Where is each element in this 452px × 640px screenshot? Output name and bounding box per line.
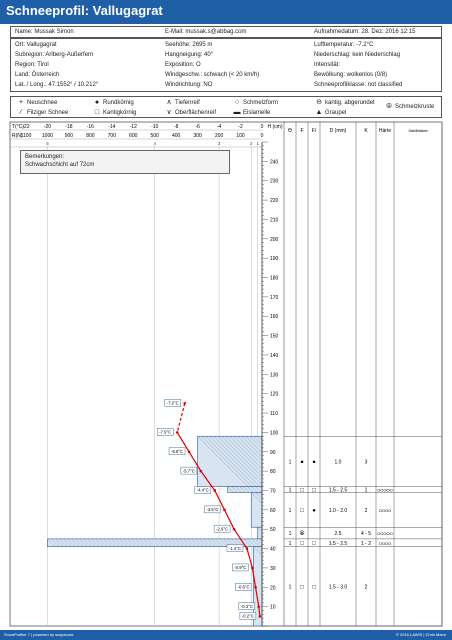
temp-tick-label: -8 — [173, 124, 179, 130]
hardness-index-label: 5 — [46, 141, 49, 146]
temperature-point — [223, 509, 226, 512]
height-tick-label: 140 — [270, 352, 279, 359]
melt-crust-icon: ⦾ — [386, 103, 392, 110]
layer-haerte: OOOO — [378, 540, 392, 546]
layer-grain-size: 1.0 - 2.0 — [328, 507, 348, 514]
remarks-box — [20, 150, 230, 174]
height-tick-label: 240 — [270, 159, 279, 166]
legend-rundkoernig: ● Rundkörnig — [91, 99, 134, 107]
temp-tick-label: -2 — [238, 124, 243, 130]
temp-tick-label: -10 — [151, 124, 159, 130]
temperature-point — [188, 450, 191, 453]
footer-left-text: SnowProfiler 7 | powered by snapscore — [4, 632, 74, 637]
height-tick-label: 190 — [270, 256, 279, 263]
temp-tick-label: -20 — [43, 124, 52, 130]
melt-form-icon: ○ — [234, 99, 240, 106]
table-header: D (mm) — [329, 128, 347, 134]
temperature-label: -7.2°C — [166, 400, 179, 406]
height-tick-label: 90 — [270, 449, 276, 456]
layer-theta: 1 — [288, 540, 292, 547]
legend-eislamelle: ▬ Eislamelle — [231, 109, 270, 117]
info-intensitaet: Intensität: — [314, 62, 341, 68]
temperature-label: -1.4°C — [229, 545, 241, 551]
footer-bar — [0, 630, 452, 640]
info-windgeschw: Windgeschw.: schwach (< 20 km/h) — [165, 72, 260, 78]
layer-k: 2 — [364, 584, 368, 591]
layer-theta: 1 — [288, 487, 292, 494]
info-lufttemperatur: Lufttemperatur: -7.2°C — [314, 42, 374, 48]
height-tick-label: 120 — [270, 391, 279, 398]
footer-right-text: © 2016 LAWIS | Chris Mann — [395, 632, 446, 637]
height-tick-label: 20 — [270, 585, 276, 592]
hardness-tick-label: 200 — [214, 133, 224, 139]
height-tick-label: 110 — [270, 411, 278, 418]
layer-grain-form: ● — [300, 459, 304, 466]
table-header: F — [300, 128, 304, 134]
table-header: K — [364, 128, 368, 134]
height-tick-label: 70 — [270, 488, 276, 495]
height-tick-label: 60 — [270, 507, 276, 514]
temp-tick-label: -18 — [65, 124, 73, 130]
page-title: Schneeprofil: Vallugagrat — [6, 3, 163, 18]
new-snow-icon: + — [18, 99, 24, 106]
layer-grain-form: □ — [300, 507, 304, 514]
temperature-point — [233, 528, 236, 531]
height-tick-label: 30 — [270, 565, 276, 572]
temperature-line-segment — [177, 403, 185, 432]
table-header: F/ — [311, 128, 317, 134]
layer-grain-form-secondary: □ — [312, 487, 316, 494]
temp-tick-label: -6 — [195, 124, 200, 130]
table-header: Stabilitätstest — [408, 129, 428, 133]
temperature-point — [254, 586, 257, 589]
height-tick-label: 80 — [270, 469, 276, 476]
observer-name: Name: Mussak Simon — [15, 29, 74, 35]
layer-theta: 1 — [288, 507, 292, 514]
info-niederschlag: Niederschlag: kein Niederschlag — [314, 52, 401, 58]
hardness-tick-label: 500 — [150, 133, 159, 139]
observation-date: Aufnahmedatum: 28. Dez. 2016 12:15 — [314, 29, 416, 35]
surface-hoar-icon: ∨ — [166, 109, 172, 116]
temperature-point — [246, 547, 249, 550]
temp-tick-label: 0 — [260, 124, 264, 130]
layer-grain-size: 2.5 — [334, 531, 342, 538]
temperature-label: -0.3°C — [240, 603, 253, 609]
hardness-index-label: 1 — [256, 141, 259, 146]
temperature-label: -3.5°C — [206, 507, 219, 513]
graupel-icon: ▲ — [315, 109, 323, 116]
temperature-point — [183, 402, 186, 405]
info-exposition: Exposition: O — [165, 62, 201, 68]
height-tick-label: 210 — [270, 217, 279, 224]
depth-hoar-icon: ∧ — [166, 99, 172, 106]
height-tick-label: 10 — [270, 604, 276, 611]
temperature-label: -2.6°C — [216, 526, 229, 532]
legend-tiefenreif: ∧ Tiefenreif — [163, 99, 200, 107]
temperature-label: -0.9°C — [234, 565, 247, 571]
hardness-axis-label: R(N) — [12, 133, 23, 139]
layer-theta: 1 — [288, 531, 292, 538]
layer-grain-form: ⦾ — [299, 531, 305, 538]
chart-frame — [10, 122, 442, 626]
temperature-point — [200, 470, 203, 473]
rounded-grains-icon: ● — [94, 99, 100, 106]
temperature-point — [251, 567, 254, 570]
layer-k: 4 - 5 — [360, 531, 372, 538]
temperature-point — [176, 431, 179, 434]
layer-k: 3 — [364, 459, 368, 466]
temperature-label: -4.4°C — [196, 487, 209, 493]
hardness-tick-label: 400 — [172, 133, 181, 139]
hardness-tick-label: 1100 — [20, 133, 32, 139]
hardness-layer-rect — [258, 527, 262, 539]
height-tick-label: 170 — [270, 294, 279, 301]
layer-haerte: OOOOO — [377, 531, 393, 537]
legend-kantigkoernig: □ Kantigkörnig — [91, 109, 136, 117]
ice-layer-icon: ▬ — [233, 109, 241, 116]
info-hangneigung: Hangneigung: 40° — [165, 52, 214, 58]
layer-grain-size: 1.5 - 2.5 — [328, 487, 348, 494]
table-header: Θ — [288, 128, 292, 134]
legend-filziger-schnee: ⁄ Filziger Schnee — [15, 109, 68, 117]
info-ort: Ort: Vallugagrat — [15, 42, 57, 48]
legend-schmelzform: ○ Schmelzform — [231, 99, 278, 107]
temperature-point — [214, 489, 217, 492]
decomposing-snow-icon: ⁄ — [20, 109, 22, 116]
height-tick-label: 230 — [270, 178, 279, 185]
hardness-tick-label: 700 — [107, 133, 116, 139]
legend-neuschnee: + Neuschnee — [15, 99, 57, 107]
layer-grain-form-secondary: ● — [312, 507, 316, 514]
info-land: Land: Österreich — [15, 72, 60, 78]
layer-k: 1 - 2 — [360, 540, 372, 547]
layer-k: 2 — [364, 507, 368, 514]
remarks-title: Bemerkungen: — [25, 154, 65, 160]
temperature-label: -6.8°C — [171, 448, 184, 454]
temperature-label: -0.6°C — [237, 584, 250, 590]
info-region: Region: Tirol — [15, 62, 49, 68]
legend-oberflaechenreif: ∨ Oberflächenreif — [163, 109, 216, 117]
rounding-faceted-icon: ⊖ — [316, 99, 322, 106]
temp-tick-label: -4 — [216, 124, 222, 130]
height-tick-label: 100 — [270, 430, 279, 437]
hardness-tick-label: 300 — [193, 133, 202, 139]
layer-theta: 1 — [288, 459, 292, 466]
info-profilklasse: Schneeprofilklasse: not classified — [314, 82, 403, 88]
temperature-label: -5.7°C — [182, 468, 195, 474]
observer-email[interactable]: E-Mail: mussak.s@abbag.com — [165, 29, 247, 35]
layer-grain-form-secondary: ● — [312, 459, 316, 466]
legend-schmelzkruste: ⦾ Schmelzkruste — [383, 103, 434, 111]
temperature-label: -0.2°C — [241, 613, 254, 619]
legend-graupel: ▲ Graupel — [313, 109, 346, 117]
hardness-tick-label: 1000 — [41, 133, 54, 139]
temp-tick-label: -22 — [22, 124, 30, 130]
temp-tick-label: -16 — [86, 124, 94, 130]
layer-haerte: OOOOO — [377, 487, 393, 493]
hardness-tick-label: 0 — [260, 133, 264, 139]
info-bewoelkung: Bewölkung: wolkenlos (0/8) — [314, 72, 388, 78]
layer-grain-size: 1.0 — [334, 459, 342, 466]
hardness-index-label: 3 — [217, 141, 221, 146]
layer-grain-form: □ — [300, 584, 304, 591]
temp-tick-label: -12 — [129, 124, 137, 130]
height-axis-label: H (cm) — [267, 124, 283, 130]
height-tick-label: 180 — [270, 275, 279, 282]
hardness-tick-label: 600 — [129, 133, 138, 139]
layer-haerte: OOOO — [378, 507, 392, 513]
layer-grain-form-secondary: □ — [312, 584, 316, 591]
info-subregion: Subregion: Arlberg-Außerfern — [15, 52, 94, 58]
hardness-tick-label: 900 — [64, 133, 74, 139]
layer-grain-form: □ — [300, 540, 304, 547]
height-tick-label: 160 — [270, 314, 279, 321]
temperature-label: -7.9°C — [159, 429, 172, 435]
layer-grain-form: □ — [300, 487, 304, 494]
info-windrichtung: Windrichtung: NO — [165, 82, 213, 88]
height-tick-label: 40 — [270, 546, 276, 553]
layer-grain-size: 1.5 - 2.5 — [328, 540, 348, 547]
layer-grain-size: 1.5 - 3.0 — [328, 584, 348, 591]
remarks-text: Schwachschicht auf 72cm — [25, 162, 95, 168]
table-header: Härte — [378, 128, 392, 134]
info-seehoehe: Seehöhe: 2695 m — [165, 42, 213, 48]
layer-theta: 1 — [288, 584, 292, 591]
legend-kantig-abgerundet: ⊖ kantig, abgerundet — [313, 99, 375, 107]
hardness-tick-label: 100 — [236, 133, 245, 139]
temp-tick-label: -14 — [108, 124, 116, 130]
hardness-index-label: 4 — [153, 141, 156, 146]
temperature-axis-label: T(°C) — [12, 124, 24, 130]
temperature-point — [257, 605, 260, 608]
info-latlong: Lat. / Long.: 47.1552° / 10.212° — [15, 82, 99, 88]
layer-grain-form-secondary: □ — [312, 540, 316, 547]
layer-k: 1 — [364, 487, 368, 494]
hardness-index-label: 2 — [250, 141, 253, 146]
height-tick-label: 220 — [270, 198, 279, 205]
height-tick-label: 50 — [270, 527, 276, 534]
height-tick-label: 130 — [270, 372, 279, 379]
height-tick-label: 200 — [270, 236, 279, 243]
height-tick-label: 150 — [270, 333, 279, 340]
hardness-tick-label: 800 — [86, 133, 95, 139]
temperature-point — [259, 615, 262, 618]
faceted-crystals-icon: □ — [94, 109, 100, 116]
